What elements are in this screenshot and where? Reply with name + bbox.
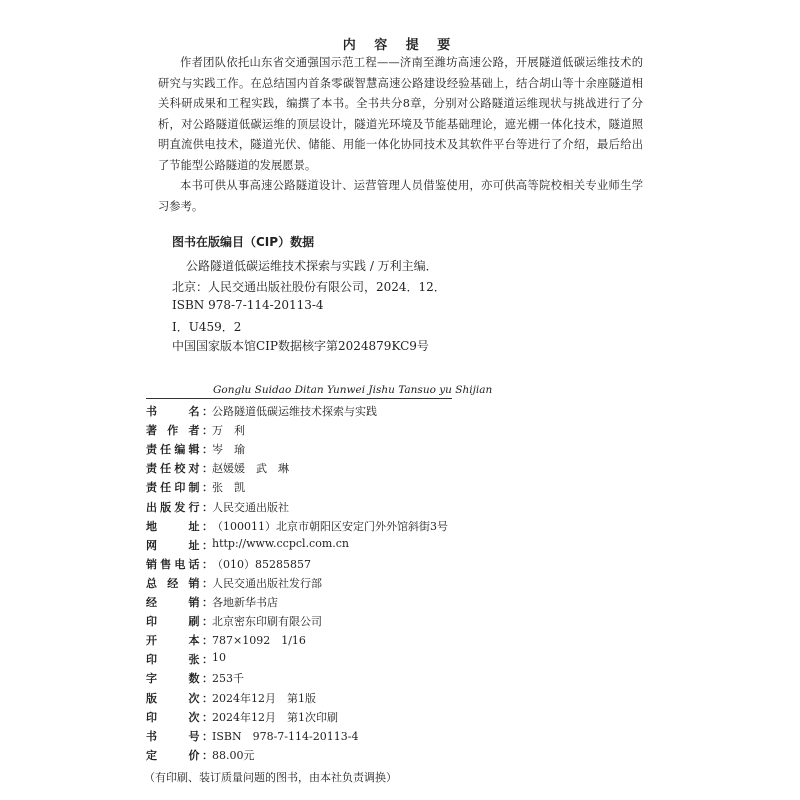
cip-isbn-line: ISBN 978-7-114-20113-4 — [172, 298, 324, 312]
colophon-label: 总 经 销 — [146, 576, 200, 590]
colophon-label: 字 数 — [146, 672, 200, 686]
quality-note: （有印刷、装订质量问题的图书，由本社负责调换） — [144, 771, 397, 784]
summary-text — [158, 53, 643, 217]
colophon-value: ISBN 978-7-114-20113-4 — [212, 729, 359, 743]
colophon-label: 印 张 — [146, 653, 200, 667]
cip-number-line: 中国国家版本馆CIP数据核字第2024879KC9号 — [172, 339, 429, 353]
colophon-label: 责 任 校 对 — [146, 462, 200, 476]
colophon-colon: ： — [202, 500, 213, 514]
colophon-value: 2024年12月 第1次印刷 — [212, 710, 338, 724]
colophon-colon: ： — [202, 596, 213, 609]
colophon-label: 著 作 者 — [146, 424, 200, 438]
colophon-colon: ： — [202, 557, 213, 571]
summary-paragraph-2: 本书可供从事高速公路隧道设计、运营管理人员借鉴使用，亦可供高等院校相关专业师生学习参考。 — [158, 179, 643, 213]
colophon-value: 253千 — [212, 672, 244, 686]
colophon-label: 印 次 — [146, 710, 200, 724]
colophon-label: 定 价 — [146, 748, 200, 762]
summary-title: 内 容 提 要 — [342, 38, 458, 53]
colophon-colon: ： — [202, 691, 213, 705]
summary-paragraph-1: 作者团队依托山东省交通强国示范工程——济南至潍坊高速公路，开展隧道低碳运维技术的研究与实践工作。在总结国内首条零碳智慧高速公路建设经验基础上，结合胡山等十余座隧道相关科研成果和工程实践，编撰了本书。全书共分8章，分别对公路隧道运维现状与挑战进行了分析，对公路隧道低碳运维的顶层设计，隧道光环境及节能基础理论，遮光棚一体化技术，隧道照明直流供电技术，隧道光伏、储能、用能一体化协同技术及其软件平台等进行了介绍，最后给出了节能型公路隧道的发展愿景。 — [158, 56, 643, 172]
title-pinyin: Gonglu Suidao Ditan Yunwei Jishu Tansuo yu Shijian — [213, 384, 493, 396]
colophon-colon: ： — [202, 424, 213, 438]
cip-title-line: 公路隧道低碳运维技术探索与实践 / 万利主编． — [186, 259, 438, 273]
colophon-value: http://www.ccpcl.com.cn — [212, 536, 350, 550]
colophon-value: 人民交通出版社 — [212, 500, 289, 514]
colophon-colon: ： — [202, 615, 213, 629]
colophon-value: 10 — [212, 651, 226, 665]
colophon-colon: ： — [202, 576, 213, 590]
colophon-colon: ： — [202, 519, 213, 533]
cip-publisher-line: 北京：人民交通出版社股份有限公司，2024．12． — [172, 280, 446, 294]
colophon-label: 销 售 电 话 — [146, 557, 200, 571]
colophon-label: 地 址 — [146, 519, 200, 533]
colophon-label: 网 址 — [146, 538, 200, 552]
colophon-value: 万 利 — [212, 424, 245, 438]
colophon-label: 出 版 发 行 — [146, 500, 200, 514]
colophon-colon: ： — [202, 634, 213, 648]
colophon-value: （010）85285857 — [212, 557, 311, 571]
colophon-colon: ： — [202, 653, 213, 667]
colophon-colon: ： — [202, 462, 213, 476]
colophon-value: 张 凯 — [212, 481, 245, 495]
separator-line — [146, 398, 452, 399]
colophon-label: 责 任 编 辑 — [146, 443, 200, 457]
colophon-label: 版 次 — [146, 691, 200, 705]
colophon-value: 人民交通出版社发行部 — [212, 576, 322, 590]
colophon-value: 88.00元 — [212, 748, 255, 762]
colophon-label: 印 刷 — [146, 615, 200, 629]
colophon-value: 各地新华书店 — [212, 596, 278, 609]
colophon-colon: ： — [202, 481, 213, 495]
colophon-colon: ： — [202, 672, 213, 686]
colophon-colon: ： — [202, 748, 213, 762]
colophon-label: 经 销 — [146, 596, 200, 609]
colophon-label: 书 名 — [146, 405, 200, 418]
colophon-value: 2024年12月 第1版 — [212, 691, 316, 705]
colophon-colon: ： — [202, 729, 213, 743]
colophon-colon: ： — [202, 405, 213, 418]
colophon-label: 开 本 — [146, 634, 200, 648]
colophon-value: 北京密东印刷有限公司 — [212, 615, 322, 629]
colophon-value: 公路隧道低碳运维技术探索与实践 — [212, 405, 377, 418]
colophon-value: （100011）北京市朝阳区安定门外外馆斜街3号 — [212, 519, 448, 533]
colophon-value: 787×1092 1/16 — [212, 634, 306, 648]
colophon-colon: ： — [202, 710, 213, 724]
colophon-value: 岑 瑜 — [212, 443, 245, 457]
colophon-label: 书 号 — [146, 729, 200, 743]
cip-classification-line: Ⅰ．U459．2 — [172, 320, 242, 334]
colophon-colon: ： — [202, 538, 213, 552]
colophon-value: 赵媛媛 武 琳 — [212, 462, 289, 476]
cip-heading: 图书在版编目（CIP）数据 — [172, 235, 315, 249]
colophon-label: 责 任 印 制 — [146, 481, 200, 495]
colophon-colon: ： — [202, 443, 213, 457]
